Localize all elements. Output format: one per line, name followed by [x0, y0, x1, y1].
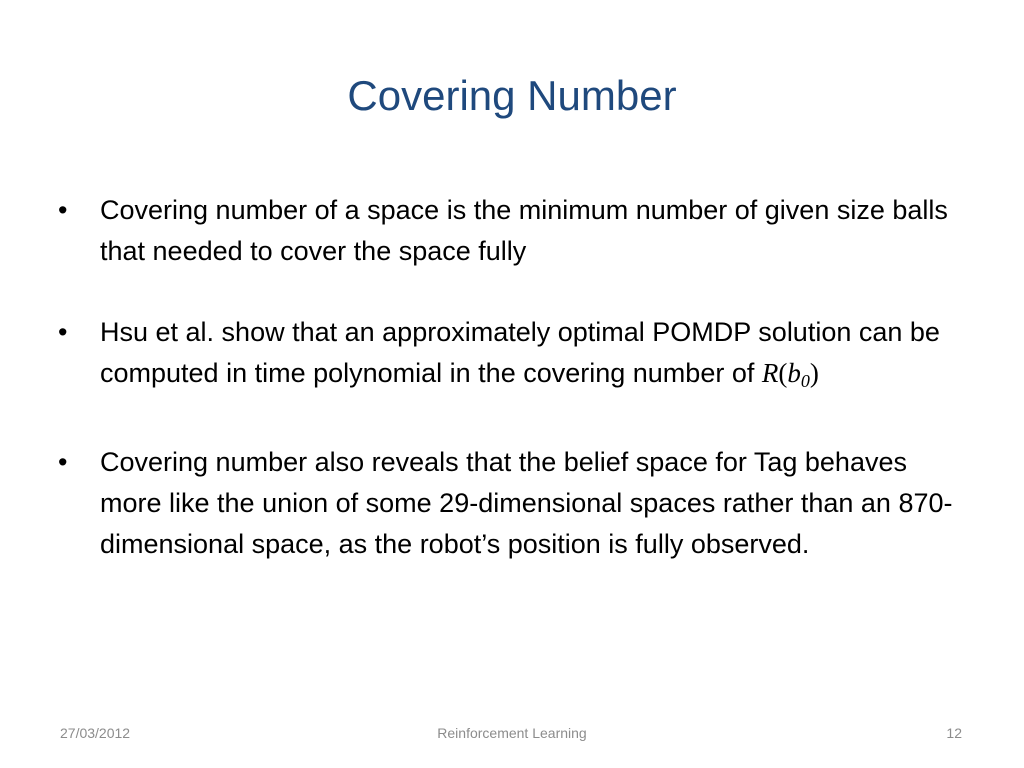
bullet-item-hsu-result: [56, 312, 966, 402]
math-close-paren: ): [809, 358, 819, 388]
bullet-icon: •: [58, 317, 68, 347]
bullet-icon: •: [58, 447, 68, 477]
bullet-list: [56, 190, 966, 605]
math-variable: b: [787, 358, 801, 388]
bullet-text: Hsu et al. show that an approximately optimal POMDP solution can be computed in time polynomial in the covering number of: [100, 317, 940, 388]
bullet-text: Covering number of a space is the minimum number of given size balls that needed to cover the space fully: [100, 195, 948, 266]
bullet-text: Covering number also reveals that the belief space for Tag behaves more like the union of some 29-dimensional spaces rather than an 870-dimensional space, as the robot’s position is fully observed.: [100, 447, 953, 559]
slide-title: Covering Number: [347, 72, 677, 119]
math-open-paren: (: [778, 358, 788, 388]
math-subscript: 0: [800, 371, 810, 391]
bullet-item-tag-belief-space: [56, 442, 966, 565]
footer-date: 27/03/2012: [60, 725, 131, 741]
math-symbol: R: [761, 358, 779, 388]
math-expression: [761, 358, 819, 391]
footer-page-number: 12: [946, 725, 962, 741]
footer-title: Reinforcement Learning: [437, 725, 587, 741]
bullet-icon: •: [58, 195, 68, 225]
bullet-item-covering-definition: [56, 190, 966, 272]
